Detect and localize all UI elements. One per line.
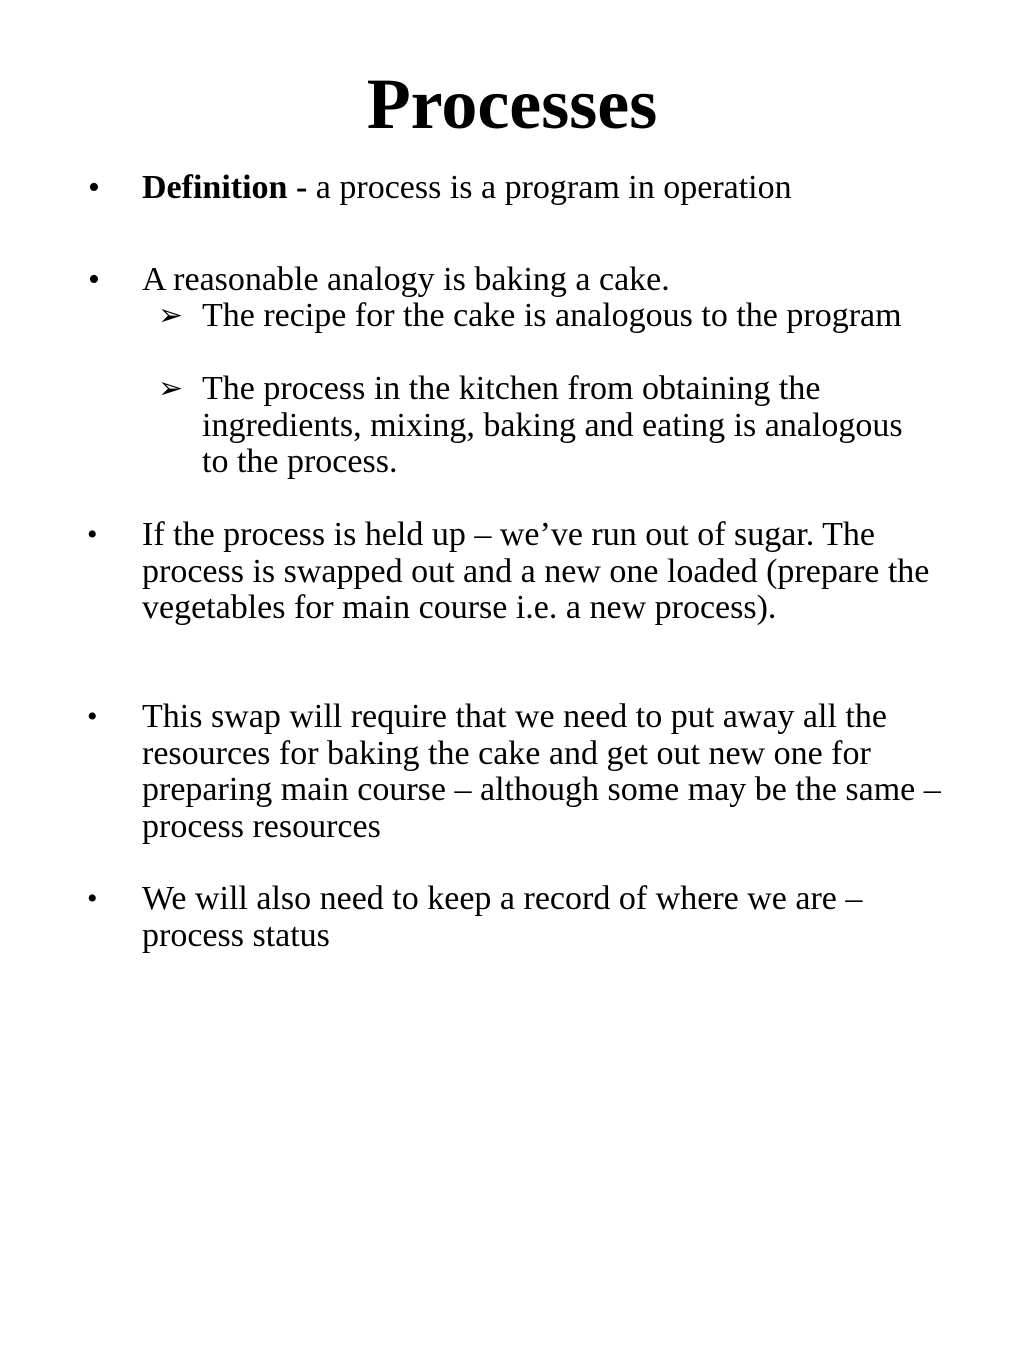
arrow-bullet-icon: ➢ [158, 299, 184, 332]
page-title: Processes [366, 64, 658, 144]
bullet-text: A reasonable analogy is baking a cake. [142, 261, 670, 298]
bullet-text: We will also need to keep a record of where we are – process status [142, 880, 863, 954]
sub-item-text: The process in the kitchen from obtaining the ingredients, mixing, baking and eating is analogous to the process. [202, 370, 903, 480]
bullet-marker: • [88, 261, 100, 298]
bullet-bold-lead: Definition - [142, 169, 308, 206]
arrow-bullet-icon: ➢ [158, 372, 184, 405]
bullet-marker: • [87, 518, 98, 551]
bullet-marker: • [88, 169, 100, 206]
bullet-marker: • [87, 700, 98, 733]
bullet-text: If the process is held up – we’ve run out of sugar. The process is swapped out and a new one loaded (prepare the vegetables for main course i.e. a new process). [142, 516, 930, 626]
sub-item-text: The recipe for the cake is analogous to the program [202, 297, 902, 334]
bullet-text: This swap will require that we need to put away all the resources for baking the cake and get out new one for preparing main course – although some may be the same – process resources [142, 698, 941, 845]
bullet-text [142, 170, 942, 207]
bullet-body: a process is a program in operation [307, 169, 792, 206]
bullet-marker: • [87, 882, 98, 915]
